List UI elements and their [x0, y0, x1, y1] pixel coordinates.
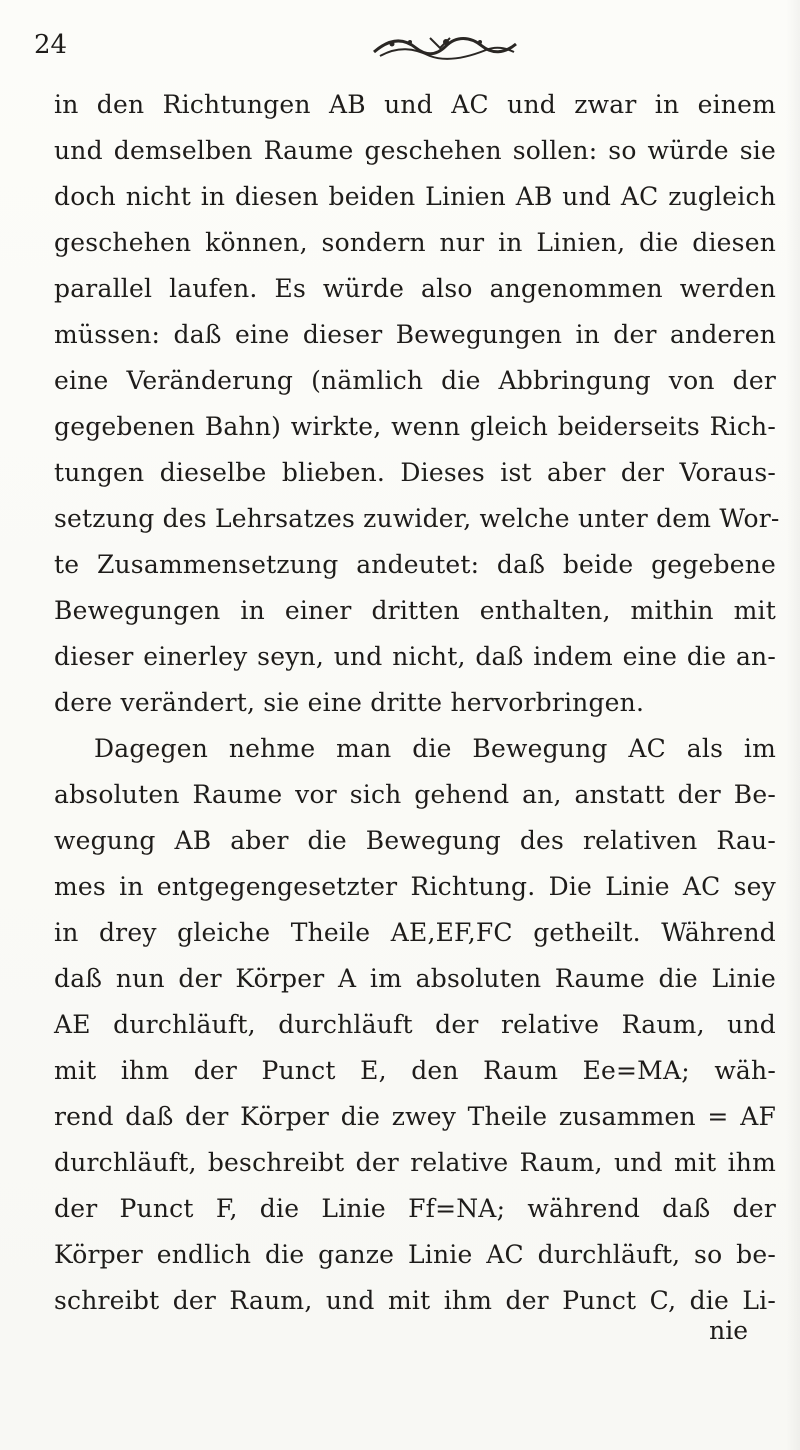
text-line: tungen dieselbe blieben. Dieses ist aber der Voraus- [54, 458, 776, 487]
text-line: setzung des Lehrsatzes zuwider, welche unter dem Wor- [54, 504, 780, 533]
text-line: AE durchläuft, durchläuft der relative Raum, und [54, 1010, 776, 1039]
text-line: doch nicht in diesen beiden Linien AB und AC zugleich [54, 182, 776, 211]
text-line: absoluten Raume vor sich gehend an, anstatt der Be- [54, 780, 776, 809]
body-text [54, 82, 780, 1324]
text-line: daß nun der Körper A im absoluten Raume die Linie [54, 964, 776, 993]
text-line: mit ihm der Punct E, den Raum Ee=MA; wäh- [54, 1056, 776, 1085]
text-line-paragraph-start: Dagegen nehme man die Bewegung AC als im [94, 734, 776, 763]
printer-ornament-icon [370, 34, 520, 62]
text-line: geschehen können, sondern nur in Linien, die diesen [54, 228, 776, 257]
text-line: dieser einerley seyn, und nicht, daß indem eine die an- [54, 642, 776, 671]
text-line: und demselben Raume geschehen sollen: so würde sie [54, 136, 776, 165]
text-line: mes in entgegengesetzter Richtung. Die Linie AC sey [54, 872, 776, 901]
text-line: wegung AB aber die Bewegung des relativen Rau- [54, 826, 776, 855]
page-edge-shadow [786, 0, 800, 1450]
text-line: eine Veränderung (nämlich die Abbringung von der [54, 366, 776, 395]
text-line: schreibt der Raum, und mit ihm der Punct C, die Li- [54, 1286, 776, 1315]
text-line: der Punct F, die Linie Ff=NA; während daß der [54, 1194, 776, 1223]
text-line: in drey gleiche Theile AE,EF,FC getheilt. Während [54, 918, 776, 947]
text-line: Bewegungen in einer dritten enthalten, mithin mit [54, 596, 776, 625]
text-line: dere verändert, sie eine dritte hervorbringen. [54, 688, 645, 717]
text-line: parallel laufen. Es würde also angenommen werden [54, 274, 776, 303]
text-line: rend daß der Körper die zwey Theile zusammen = AF [54, 1102, 776, 1131]
catchword: nie [709, 1316, 748, 1345]
text-line: in den Richtungen AB und AC und zwar in einem [54, 90, 776, 119]
text-line: te Zusammensetzung andeutet: daß beide gegebene [54, 550, 776, 579]
page-number: 24 [34, 30, 68, 60]
text-line: gegebenen Bahn) wirkte, wenn gleich beiderseits Rich- [54, 412, 776, 441]
text-line: müssen: daß eine dieser Bewegungen in der anderen [54, 320, 776, 349]
text-line: Körper endlich die ganze Linie AC durchläuft, so be- [54, 1240, 776, 1269]
text-line: durchläuft, beschreibt der relative Raum, und mit ihm [54, 1148, 776, 1177]
